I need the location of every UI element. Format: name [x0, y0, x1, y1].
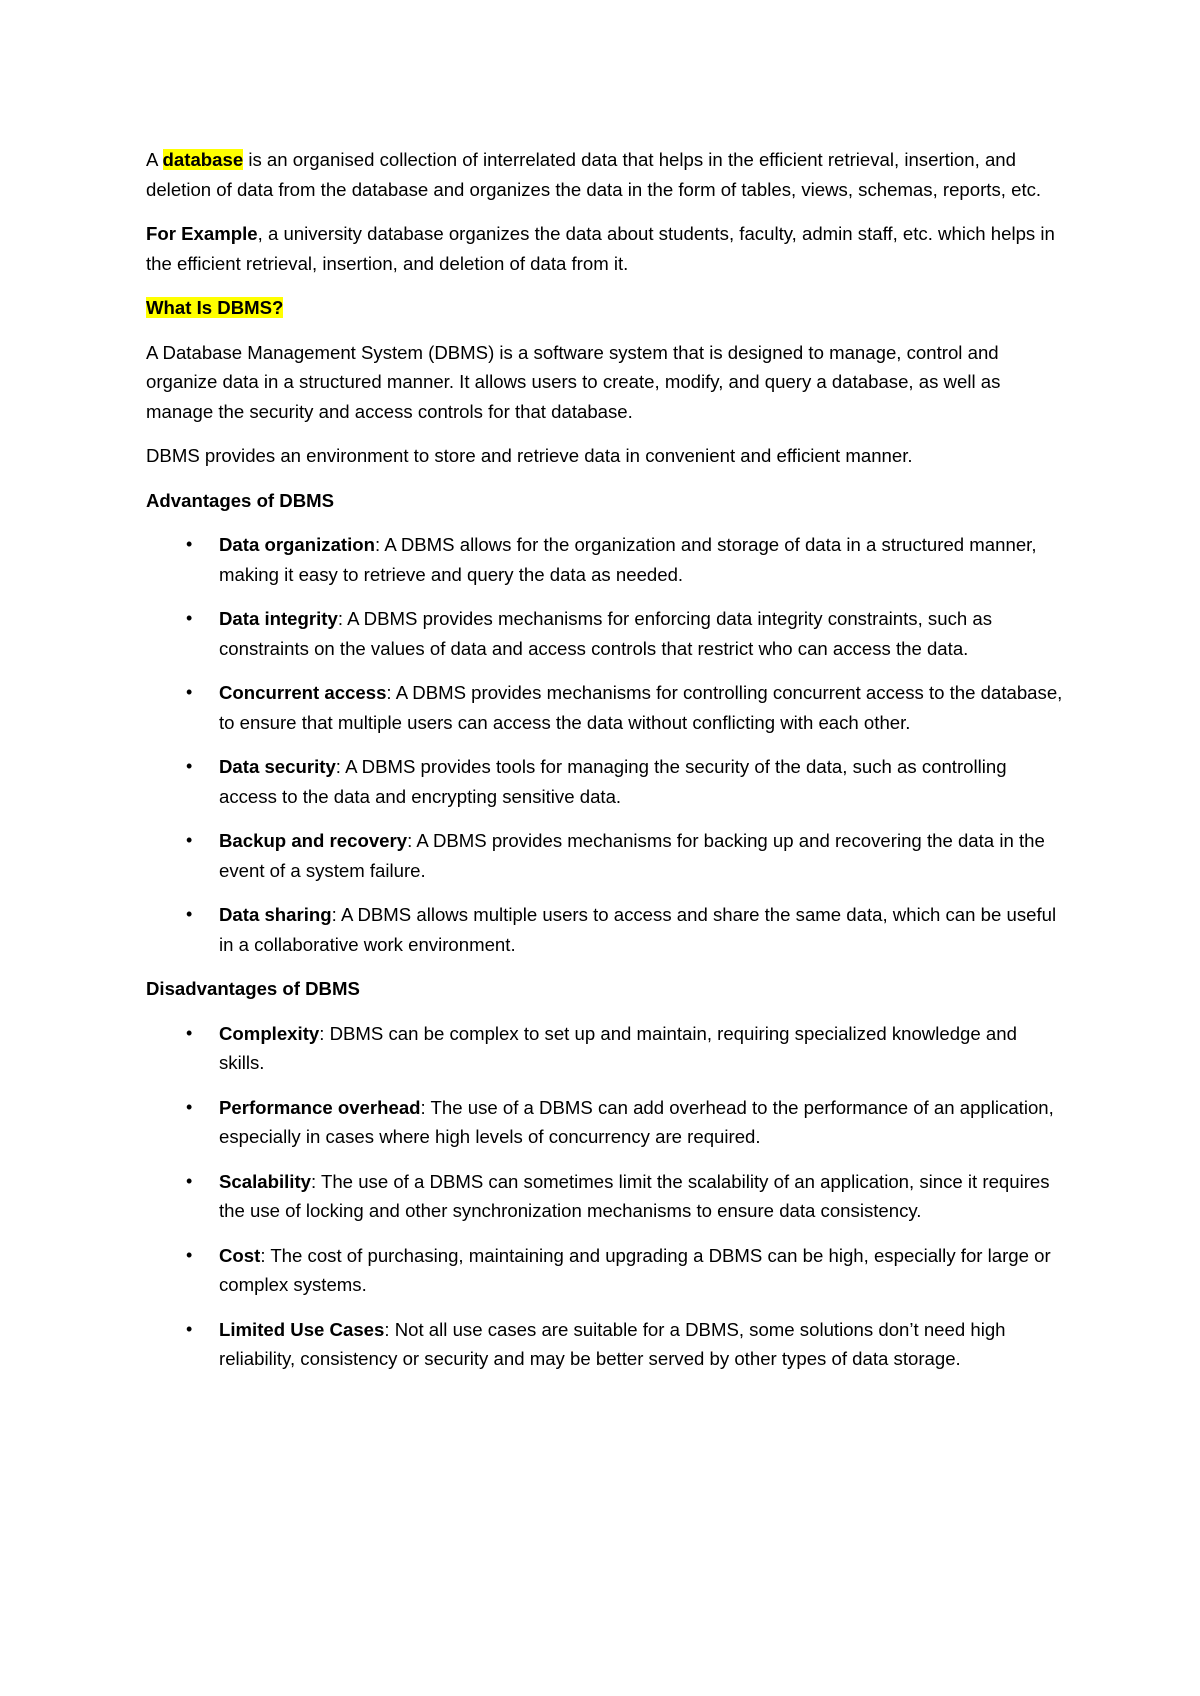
- bullet-icon: •: [186, 1096, 193, 1117]
- list-item: [146, 1315, 1066, 1374]
- what-is-heading-text: What Is DBMS?: [146, 297, 284, 318]
- database-term-highlight: database: [162, 149, 244, 170]
- list-item: [146, 1167, 1066, 1226]
- item-term: Complexity: [219, 1022, 320, 1044]
- dbms-definition-paragraph: A Database Management System (DBMS) is a software system that is designed to manage, control and organize data in a structured manner. It allows users to create, modify, and query a database, as well as manage the security and access controls for that database.: [146, 341, 1001, 422]
- item-sep: :: [384, 1318, 395, 1340]
- item-sep: :: [335, 756, 346, 777]
- item-term: Data integrity: [219, 608, 338, 629]
- list-item: [146, 678, 1066, 737]
- list-item: [146, 1093, 1066, 1152]
- item-sep: :: [319, 1022, 330, 1044]
- item-sep: :: [420, 1096, 431, 1118]
- list-item: [146, 752, 1066, 811]
- item-text: A DBMS provides mechanisms for controlling concurrent access to the database, to ensure that multiple users can access the data without conflicting with each other.: [219, 682, 1063, 733]
- list-item: [146, 530, 1066, 589]
- bullet-icon: •: [186, 534, 193, 554]
- disadvantages-list: [146, 1019, 1066, 1374]
- disadvantages-heading: Disadvantages of DBMS: [146, 978, 360, 999]
- item-text: The use of a DBMS can add overhead to the performance of an application, especially in cases where high levels of concurrency are required.: [219, 1096, 1054, 1147]
- item-text: Not all use cases are suitable for a DBMS, some solutions don’t need high reliability, consistency or security and may be better served by other types of data storage.: [219, 1318, 1006, 1369]
- advantages-list: [146, 530, 1066, 959]
- item-term: Cost: [219, 1244, 261, 1266]
- intro-paragraph: [146, 145, 1066, 204]
- item-sep: :: [260, 1244, 271, 1266]
- item-term: Performance overhead: [219, 1096, 421, 1118]
- item-sep: :: [386, 682, 396, 703]
- list-item: [146, 1241, 1066, 1300]
- item-term: Concurrent access: [219, 682, 387, 703]
- bullet-icon: •: [186, 1244, 193, 1265]
- item-text: A DBMS allows multiple users to access and share the same data, which can be useful in a collaborative work environment.: [219, 904, 1057, 955]
- item-sep: :: [407, 830, 417, 851]
- item-term: Data sharing: [219, 904, 332, 925]
- item-text: DBMS can be complex to set up and maintain, requiring specialized knowledge and skills.: [219, 1022, 1017, 1073]
- bullet-icon: •: [186, 682, 193, 702]
- bullet-icon: •: [186, 756, 193, 776]
- item-sep: :: [310, 1170, 321, 1192]
- item-text: The use of a DBMS can sometimes limit the scalability of an application, since it requires the use of locking and other synchronization mechanisms to ensure data consistency.: [219, 1170, 1050, 1221]
- bullet-icon: •: [186, 608, 193, 628]
- example-paragraph: [146, 219, 1066, 278]
- list-item: [146, 900, 1066, 959]
- bullet-icon: •: [186, 1318, 193, 1339]
- bullet-icon: •: [186, 1170, 193, 1191]
- item-term: Scalability: [219, 1170, 311, 1192]
- item-text: A DBMS provides mechanisms for enforcing data integrity constraints, such as constraints on the values of data and access controls that restrict who can access the data.: [219, 608, 993, 659]
- advantages-heading: Advantages of DBMS: [146, 489, 335, 511]
- item-text: The cost of purchasing, maintaining and upgrading a DBMS can be high, especially for large or complex systems.: [219, 1244, 1051, 1295]
- example-label: For Example: [146, 223, 258, 244]
- bullet-icon: •: [186, 830, 193, 850]
- list-item: [146, 1019, 1066, 1078]
- bullet-icon: •: [186, 904, 193, 924]
- item-sep: :: [331, 904, 341, 925]
- item-term: Data security: [219, 756, 336, 777]
- item-text: A DBMS allows for the organization and storage of data in a structured manner, making it easy to retrieve and query the data as needed.: [219, 534, 1037, 585]
- item-text: A DBMS provides tools for managing the security of the data, such as controlling access to the data and encrypting sensitive data.: [219, 756, 1007, 807]
- item-sep: :: [337, 608, 348, 629]
- item-term: Backup and recovery: [219, 830, 408, 851]
- document-body: [146, 145, 1066, 1389]
- bullet-icon: •: [186, 1022, 193, 1043]
- example-text: , a university database organizes the data about students, faculty, admin staff, etc. which helps in the efficient retrieval, insertion, and deletion of data from it.: [146, 223, 1055, 274]
- intro-rest: is an organised collection of interrelated data that helps in the efficient retrieval, insertion, and deletion of data from the database and organizes the data in the form of tables, views, schemas, reports, etc.: [146, 149, 1042, 200]
- intro-lead: A: [146, 149, 163, 170]
- item-term: Limited Use Cases: [219, 1318, 385, 1340]
- what-is-heading: [146, 293, 1066, 323]
- list-item: [146, 604, 1066, 663]
- item-term: Data organization: [219, 534, 375, 555]
- dbms-environment-paragraph: DBMS provides an environment to store and retrieve data in convenient and efficient manner.: [146, 445, 913, 466]
- list-item: [146, 826, 1066, 885]
- item-sep: :: [375, 534, 385, 555]
- item-text: A DBMS provides mechanisms for backing up and recovering the data in the event of a system failure.: [219, 830, 1045, 881]
